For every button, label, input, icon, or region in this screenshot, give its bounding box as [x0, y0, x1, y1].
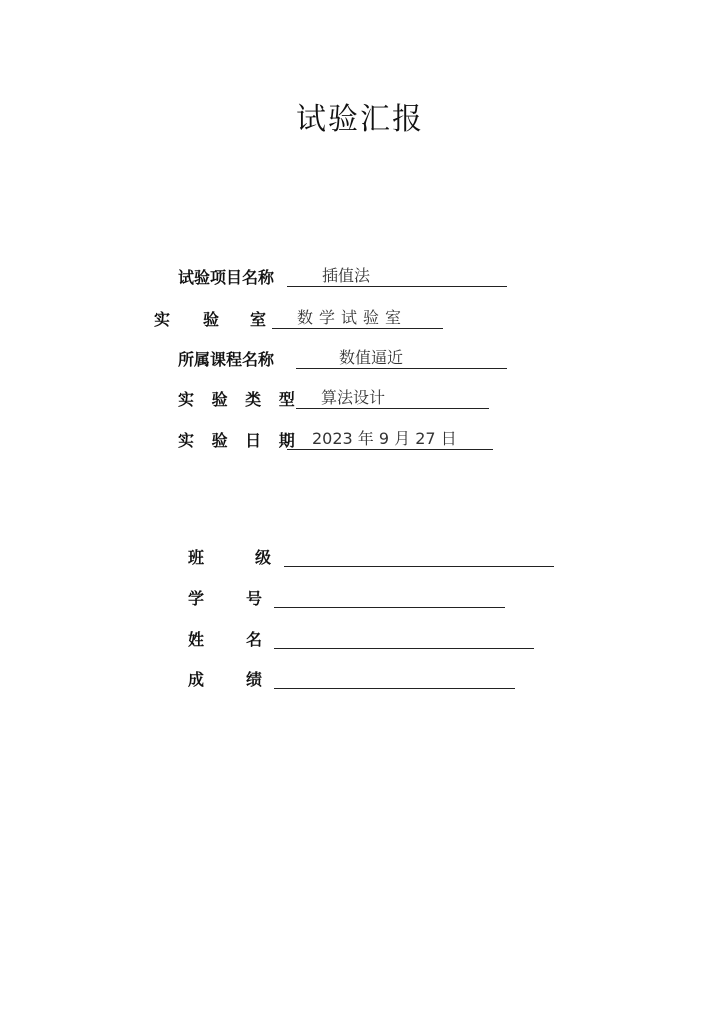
field-project-name-value: 插值法 [322, 266, 371, 285]
field-student-id-label-char-2: 号 [246, 589, 263, 608]
field-student-id-line[interactable] [274, 587, 505, 608]
field-lab-type-value: 算法设计 [321, 388, 386, 407]
field-lab-type-label: 实 验 类 型 [178, 390, 301, 409]
field-grade-label-char-1: 成 [188, 670, 205, 689]
field-class-line[interactable] [284, 546, 554, 567]
field-class-label-char-1: 班 [188, 548, 205, 567]
field-lab [0, 308, 720, 332]
field-lab-date-value: 2023 年 9 月 27 日 [312, 429, 457, 448]
field-grade-line[interactable] [274, 668, 515, 689]
field-lab-label-char-3: 室 [250, 310, 267, 329]
field-name [0, 628, 720, 652]
field-class [0, 546, 720, 570]
field-lab-type [0, 388, 720, 412]
field-project-name [0, 266, 720, 290]
field-course-name [0, 348, 720, 372]
field-student-id-label-char-1: 学 [188, 589, 205, 608]
field-lab-date [0, 429, 720, 453]
field-name-label-char-1: 姓 [188, 630, 205, 649]
field-name-line[interactable] [274, 628, 534, 649]
field-name-label-char-2: 名 [246, 630, 263, 649]
field-student-id [0, 587, 720, 611]
document-title: 试验汇报 [296, 102, 424, 137]
field-grade [0, 668, 720, 692]
field-lab-value: 数学试验室 [297, 308, 408, 327]
field-course-name-value: 数值逼近 [339, 348, 404, 367]
field-lab-label-char-2: 验 [203, 310, 220, 329]
field-project-name-label: 试验项目名称 [178, 268, 275, 287]
field-lab-label-char-1: 实 [154, 310, 171, 329]
field-class-label-char-2: 级 [255, 548, 272, 567]
field-course-name-label: 所属课程名称 [178, 350, 275, 369]
field-grade-label-char-2: 绩 [246, 670, 263, 689]
field-lab-date-label: 实 验 日 期 [178, 431, 301, 450]
field-project-name-line [287, 266, 507, 287]
